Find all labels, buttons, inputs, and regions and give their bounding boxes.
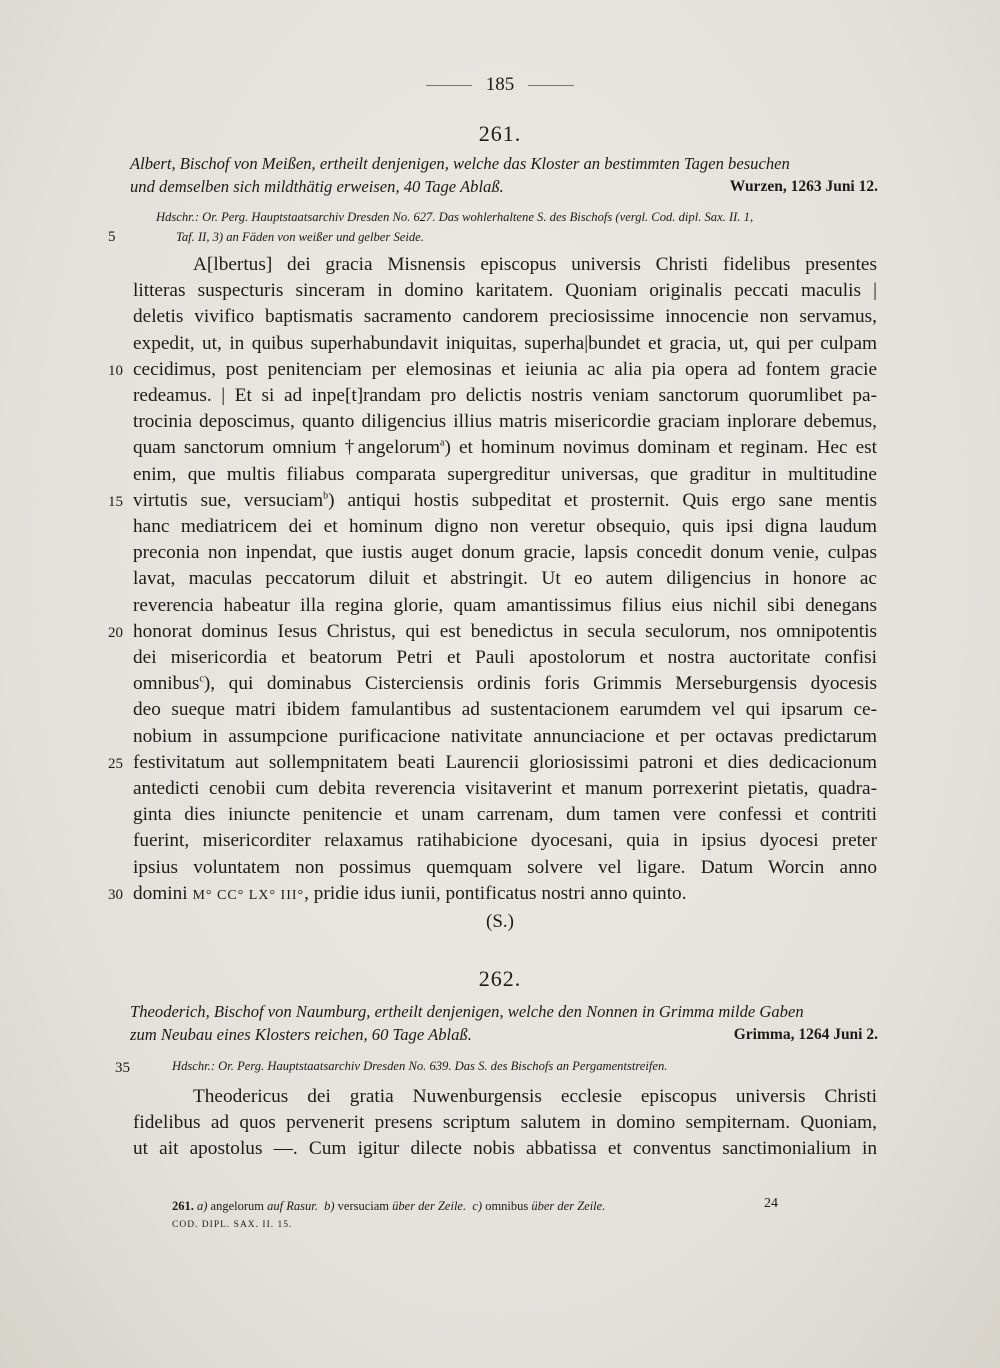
text-segment: domini <box>133 882 188 904</box>
text-line: cecidimus, post penitenciam per elemosinas et ieiunia ac alia pia opera ad fontem gracie <box>133 358 877 380</box>
place-date-262: Grimma, 1264 Juni 2. <box>733 1026 878 1043</box>
manuscript-line: Hdschr.: Or. Perg. Hauptstaatsarchiv Dresden No. 627. Das wohlerhaltene S. des Bischofs (vergl. Cod. dipl. Sax. II. 1, <box>156 210 754 224</box>
footnote-ref: 261. <box>172 1199 194 1213</box>
line-number: 10 <box>108 363 123 379</box>
text-line: redeamus. | Et si ad inpe[t]randam pro delictis nostris veniam sanctorum quorumlibet pa- <box>133 385 877 407</box>
text-segment: ), qui dominabus Cisterciensis ordinis foris Grimmis Merseburgensis dyocesis <box>203 673 877 695</box>
line-number: 30 <box>108 887 123 903</box>
text-line: lavat, maculas peccatorum diluit et abstringit. Ut eo autem diligencius in honore ac <box>133 568 877 590</box>
footnote-mark: c) <box>472 1199 483 1213</box>
page-header <box>0 74 1000 96</box>
text-line: litteras suspecturis sinceram in domino karitatem. Quoniam originalis peccati maculis | <box>133 280 877 302</box>
signature-mark: 24 <box>764 1196 778 1211</box>
doc-number-262: 262. <box>478 966 522 991</box>
manuscript-line: Hdschr.: Or. Perg. Hauptstaatsarchiv Dresden No. 639. Das S. des Bischofs an Pergamentstreifen. <box>172 1059 668 1073</box>
footnote-marker: c <box>199 673 204 685</box>
text-line <box>133 671 877 697</box>
regest-line: und demselben sich mildthätig erweisen, 40 Tage Ablaß. <box>130 177 504 196</box>
doc-number-261: 261. <box>478 121 522 146</box>
text-segment: quam sanctorum omnium †angelorum <box>133 437 441 459</box>
text-line: nobium in assumpcione purificacione nativitate annunciacione et per octavas predictarum <box>133 725 877 747</box>
text-segment: ) et hominum novimus dominam et reginam. Hec est <box>444 437 877 459</box>
text-segment: virtutis sue, versuciam <box>133 489 324 511</box>
text-line: fuerint, misericorditer relaxamus ratihabicione dyocesani, quia in ipsius dyocesi preter <box>133 830 877 852</box>
line-number: 25 <box>108 756 123 772</box>
text-line: ipsius voluntatem non possimus quemquam solvere vel ligare. Datum Worcin anno <box>133 856 877 878</box>
regest-line: Albert, Bischof von Meißen, ertheilt denjenigen, welche das Kloster an bestimmten Tagen besuchen <box>130 154 790 173</box>
text-line: ut ait apostolus —. Cum igitur dilecte nobis abbatissa et conventus sanctimonialium in <box>133 1138 877 1160</box>
text-line: antedicti cenobii cum debita reverencia visitaverint et manum porrexerint pietatis, quadra- <box>133 778 877 800</box>
text-line: reverencia habeatur illa regina glorie, quam amantissimus filius eius nichil sibi denegans <box>133 594 877 616</box>
seal-mark: (S.) <box>486 911 514 932</box>
text-line <box>133 881 877 909</box>
line-number: 5 <box>108 229 116 245</box>
regest-261 <box>130 152 878 198</box>
text-line <box>133 435 877 461</box>
text-line: deletis vivifico baptismatis sacramento candorem preciosissime innocencie non servamus, <box>133 306 877 328</box>
line-number: 35 <box>115 1060 130 1076</box>
footnote-word: angelorum <box>210 1199 265 1213</box>
text-line <box>133 488 877 514</box>
footnote-marker: a <box>440 438 445 449</box>
line-number: 15 <box>108 494 123 510</box>
regest-262 <box>130 1000 878 1046</box>
footnote-word: omnibus <box>485 1199 529 1213</box>
text-line: preconia non inpendat, que iustis auget donum gracie, lapsis concedit donum venie, culpas <box>133 542 877 564</box>
text-262 <box>133 1084 877 1163</box>
footnote-note: über der Zeile. <box>531 1199 606 1213</box>
footnote-note: auf Rasur. <box>267 1199 318 1213</box>
place-date-261: Wurzen, 1263 Juni 12. <box>729 178 878 195</box>
date-roman: M° CC° LX° III° <box>192 887 305 903</box>
footnote-mark: a) <box>197 1199 208 1213</box>
manuscript-note-262 <box>172 1056 894 1076</box>
regest-line: Theoderich, Bischof von Naumburg, ertheilt denjenigen, welche den Nonnen in Grimma milde Gaben <box>130 1002 804 1021</box>
text-line: festivitatum aut sollempnitatem beati Laurencii gloriosissimi patroni et dies dedicacionum <box>133 751 877 773</box>
text-line: honorat dominus Iesus Christus, qui est benedictus in secula seculorum, nos omnipotentis <box>133 620 877 642</box>
regest-line: zum Neubau eines Klosters reichen, 60 Tage Ablaß. <box>130 1025 472 1044</box>
manuscript-note-261 <box>156 207 878 247</box>
text-261 <box>133 252 877 909</box>
text-line: dei misericordia et beatorum Petri et Pauli apostolorum et nostra auctoritate confisi <box>133 647 877 669</box>
footnote-note: über der Zeile. <box>392 1199 467 1213</box>
text-segment: , pridie idus iunii, pontificatus nostri anno quinto. <box>304 882 687 904</box>
text-line: deo sueque matri ibidem famulantibus ad sustentacionem earumdem vel qui ipsarum ce- <box>133 699 877 721</box>
codex-line: COD. DIPL. SAX. II. 15. <box>172 1220 293 1230</box>
footnote-mark: b) <box>324 1199 335 1213</box>
footnote-marker: b <box>323 490 329 502</box>
footnote-word: versuciam <box>337 1199 390 1213</box>
text-line: expedit, ut, in quibus superhabundavit iniquitas, superha|bundet et gracia, ut, qui per culpam <box>133 332 877 354</box>
page-number: 185 <box>485 74 515 95</box>
text-segment: ) antiqui hostis subpeditat et prosternit. Quis ergo sane mentis <box>328 489 877 511</box>
text-line: enim, que multis filiabus comparata supergreditur universas, que graditur in multitudine <box>133 463 877 485</box>
text-segment: omnibus <box>133 673 200 695</box>
line-number: 20 <box>108 625 123 641</box>
text-line: ginta dies iniuncte penitencie et unam carrenam, dum tamen vere confessi et contriti <box>133 804 877 826</box>
footnotes <box>172 1199 605 1214</box>
manuscript-line: Taf. II, 3) an Fäden von weißer und gelber Seide. <box>176 230 424 244</box>
header-rule-left <box>426 85 472 86</box>
text-line: trocinia deposcimus, quanto diligencius illius matris misericordie graciam inplorare debemus, <box>133 411 877 433</box>
header-rule-right <box>528 85 574 86</box>
text-line: hanc mediatricem dei et hominum digno non veretur obsequio, quis ipsi digna laudum <box>133 516 877 538</box>
text-line: Theodericus dei gratia Nuwenburgensis ecclesie episcopus universis Christi <box>193 1086 877 1107</box>
text-line: A[lbertus] dei gracia Misnensis episcopus universis Christi fidelibus presentes <box>193 254 877 275</box>
text-line: fidelibus ad quos pervenerit presens scriptum salutem in domino sempiternam. Quoniam, <box>133 1112 877 1134</box>
